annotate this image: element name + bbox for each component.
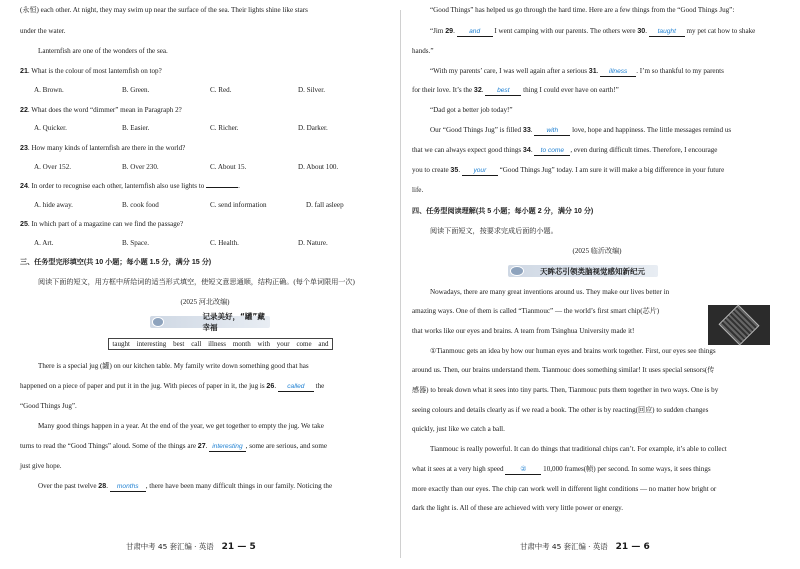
text-line: life. xyxy=(412,186,424,194)
question-number: 22 xyxy=(20,106,28,114)
page-footer xyxy=(520,541,650,552)
text-line: Tianmouc is really powerful. It can do things that traditional chips can’t. For example, it’s able to collect xyxy=(430,445,727,453)
option: C. Health. xyxy=(210,239,239,247)
word-option: best xyxy=(173,340,185,348)
text-line: amazing ways. One of them is called “Tianmouc” — the world’s first smart chip(芯片) xyxy=(412,307,660,315)
text-line: for their love. It’s the 32. best thing I could ever have on earth!” xyxy=(412,86,619,94)
question-25 xyxy=(20,220,390,229)
source-note: (2025 临沂改编) xyxy=(572,247,622,255)
text-line: “Dad got a better job today!” xyxy=(430,106,513,114)
text-line: “Jim 29. and I went camping with our parents. The others were 30. taught my pet cat how to shake xyxy=(430,27,756,35)
text-line: “Good Things” has helped us go through the hard time. Here are a few things from the “Good Things Jug”: xyxy=(430,6,735,14)
blank-number: 29 xyxy=(445,27,454,35)
text-line: 感器) to break down what it sees into tiny parts. Then, Tianmouc puts them together in two ways. One is by xyxy=(412,386,719,394)
question-text: . How many kinds of lanternfish are there in the world? xyxy=(27,144,186,152)
word-option: illness xyxy=(208,340,226,348)
answer-blank[interactable] xyxy=(206,187,238,188)
text-line: just give hope. xyxy=(20,462,62,470)
chip-icon xyxy=(718,304,759,345)
option: A. Brown. xyxy=(34,86,64,94)
badge-icon xyxy=(152,317,164,327)
text-line: Lanternfish are one of the wonders of the sea. xyxy=(38,47,168,55)
text-span: Over the past twelve xyxy=(38,482,97,490)
option: D. Nature. xyxy=(298,239,328,247)
question-number: 25 xyxy=(20,220,28,228)
question-22 xyxy=(20,106,390,115)
left-page xyxy=(20,0,390,569)
option: B. Easier. xyxy=(122,124,150,132)
text-line: There is a special jug (罐) on our kitchen table. My family write down something good that has xyxy=(38,362,309,370)
instructions: 阅读下面短文，按要求完成后面的小题。 xyxy=(430,227,558,235)
text-span: happened on a piece of paper and put it in the jug. With pieces of paper in it, the jug is xyxy=(20,382,265,390)
chip-image xyxy=(708,305,770,345)
answer-blank[interactable]: to come xyxy=(534,146,570,156)
word-box xyxy=(108,338,333,350)
text-line: turns to read the “Good Things” aloud. Some of the things are 27. interesting , some are serious, and some xyxy=(20,442,328,450)
question-23 xyxy=(20,144,390,153)
banner-title: 记录美好，“罐”藏幸福 xyxy=(202,312,265,332)
options-24 xyxy=(34,201,404,210)
blank-number: 26 xyxy=(266,382,275,390)
blank-marker: ② xyxy=(520,465,527,473)
word-option: taught xyxy=(112,340,130,348)
text-line: Our “Good Things Jug” is filled 33. with love, hope and happiness. The little messages remind us xyxy=(430,126,732,134)
section-heading: 四、任务型阅读理解(共 5 小题；每小题 2 分，满分 10 分) xyxy=(412,207,594,215)
question-text: . What is the colour of most lanternfish on top? xyxy=(27,67,162,75)
badge-icon xyxy=(510,266,524,276)
option: C. send information xyxy=(210,201,267,209)
blank-number: 34 xyxy=(522,146,531,154)
text-line: Many good things happen in a year. At the end of the year, we get together to empty the jug. We take xyxy=(38,422,324,430)
answer-blank[interactable] xyxy=(505,465,541,475)
option: C. Richer. xyxy=(210,124,239,132)
answer-blank[interactable]: taught xyxy=(649,27,685,37)
word-option: call xyxy=(191,340,202,348)
word-option: come xyxy=(296,340,312,348)
page-number: 21 — 6 xyxy=(615,542,650,552)
word-option: month xyxy=(232,340,251,348)
answer-blank[interactable]: called xyxy=(278,382,314,392)
text-line: hands.” xyxy=(412,47,434,55)
passage-banner xyxy=(508,265,658,277)
footer-title: 甘肃中考 45 套汇编 · 英语 xyxy=(126,542,214,551)
page-number: 21 — 5 xyxy=(221,542,256,552)
blank-number: 32 xyxy=(473,86,482,94)
answer-blank[interactable]: with xyxy=(534,126,570,136)
answer-blank[interactable]: best xyxy=(485,86,521,96)
word-option: your xyxy=(276,340,290,348)
options-21 xyxy=(34,86,404,95)
text-line: “With my parents’ care, I was well again after a serious 31. illness . I’m so thankful to my parents xyxy=(430,67,724,75)
passage-banner xyxy=(150,312,270,332)
question-text: . In which part of a magazine can we find the passage? xyxy=(27,220,184,228)
text-span: , some are serious, and some xyxy=(245,442,328,450)
question-text: . In order to recognise each other, lanternfish also use lights to xyxy=(27,182,205,190)
footer-title: 甘肃中考 45 套汇编 · 英语 xyxy=(520,542,608,551)
text-line: seeing colours and details clearly as if we read a book. The other is by reacting(回应) to sudden changes xyxy=(412,406,709,414)
word-option: interesting xyxy=(136,340,167,348)
text-line: “Good Things Jug”. xyxy=(20,402,77,410)
text-line: that we can always expect good things 34. to come , even during difficult times. Therefore, I encourage xyxy=(412,146,718,154)
right-page xyxy=(412,0,782,569)
word-option: and xyxy=(318,340,329,348)
options-22 xyxy=(34,124,404,133)
page-footer xyxy=(126,541,256,552)
text-line: around us. Then, our brains understand them. Tianmouc does something similar! It uses special sensors(传 xyxy=(412,366,715,374)
text-line: happened on a piece of paper and put it in the jug. With pieces of paper in it, the jug is 26. called the xyxy=(20,382,325,390)
answer-blank[interactable]: and xyxy=(457,27,493,37)
question-text: . What does the word “dimmer” mean in Paragraph 2? xyxy=(27,106,182,114)
instructions: 阅读下面的短文，用方框中所给词的适当形式填空，使短文意思通顺，结构正确。(每个单词限用一次) xyxy=(38,278,355,286)
blank-number: 33 xyxy=(522,126,531,134)
text-line: under the water. xyxy=(20,27,66,35)
text-span: turns to read the “Good Things” aloud. Some of the things are xyxy=(20,442,196,450)
text-line: what it sees at a very high speed ② 10,000 frames(帧) per second. In some ways, it sees things xyxy=(412,465,711,473)
text-line: more exactly than our eyes. The chip can work well in different light conditions — no matter how bright or xyxy=(412,485,717,493)
answer-blank[interactable]: your xyxy=(462,166,498,176)
text-line: Over the past twelve 28. months , there have been many difficult things in our family. Noticing the xyxy=(38,482,333,490)
question-24: 24. In order to recognise each other, lanternfish also use lights to . xyxy=(20,182,240,190)
blank-number: 30 xyxy=(637,27,646,35)
question-21 xyxy=(20,67,390,76)
blank-number: 28 xyxy=(98,482,107,490)
options-25 xyxy=(34,239,404,248)
answer-blank[interactable]: interesting xyxy=(209,442,245,452)
question-number: 21 xyxy=(20,67,28,75)
word-option: with xyxy=(257,340,270,348)
text-line: you to create 35. your “Good Things Jug” today. I am sure it will make a big difference in your future xyxy=(412,166,725,174)
option: C. Red. xyxy=(210,86,232,94)
question-number: 24 xyxy=(20,182,28,190)
option: B. Space. xyxy=(122,239,149,247)
option: A. Art. xyxy=(34,239,54,247)
option: D. About 100. xyxy=(298,163,339,171)
text-line: that works like our eyes and brains. A team from Tsinghua University made it! xyxy=(412,327,635,335)
text-line: quickly, just like we catch a ball. xyxy=(412,425,505,433)
question-number: 23 xyxy=(20,144,28,152)
option: A. hide away. xyxy=(34,201,73,209)
option: B. cook food xyxy=(122,201,159,209)
options-23 xyxy=(34,163,404,172)
option: D. Silver. xyxy=(298,86,325,94)
source-note: (2025 河北改编) xyxy=(180,298,230,306)
text-line: dark the light is. All of these are achieved with very little power or energy. xyxy=(412,504,623,512)
option: B. Green. xyxy=(122,86,150,94)
banner-title: 天眸芯引领类脑视觉感知新纪元 xyxy=(540,266,645,276)
answer-blank[interactable]: months xyxy=(110,482,146,492)
text-line: ①Tianmouc gets an idea by how our human eyes and brains work together. First, our eyes see things xyxy=(430,347,716,355)
option: A. Over 152. xyxy=(34,163,72,171)
blank-number: 31 xyxy=(588,67,597,75)
option: B. Over 230. xyxy=(122,163,159,171)
section-heading: 三、任务型完形填空(共 10 小题；每小题 1.5 分，满分 15 分) xyxy=(20,258,212,266)
text-span: , there have been many difficult things in our family. Noticing the xyxy=(145,482,333,490)
option: A. Quicker. xyxy=(34,124,67,132)
blank-number: 27 xyxy=(197,442,206,450)
answer-blank[interactable]: illness xyxy=(600,67,636,77)
blank-number: 35 xyxy=(450,166,459,174)
option: D. fall asleep xyxy=(306,201,344,209)
option: C. About 15. xyxy=(210,163,247,171)
text-line: (永恒) each other. At night, they may swim up near the surface of the sea. Their lights shine like stars xyxy=(20,6,308,14)
option: D. Darker. xyxy=(298,124,328,132)
text-line: Nowadays, there are many great inventions around us. They make our lives better in xyxy=(430,288,670,296)
